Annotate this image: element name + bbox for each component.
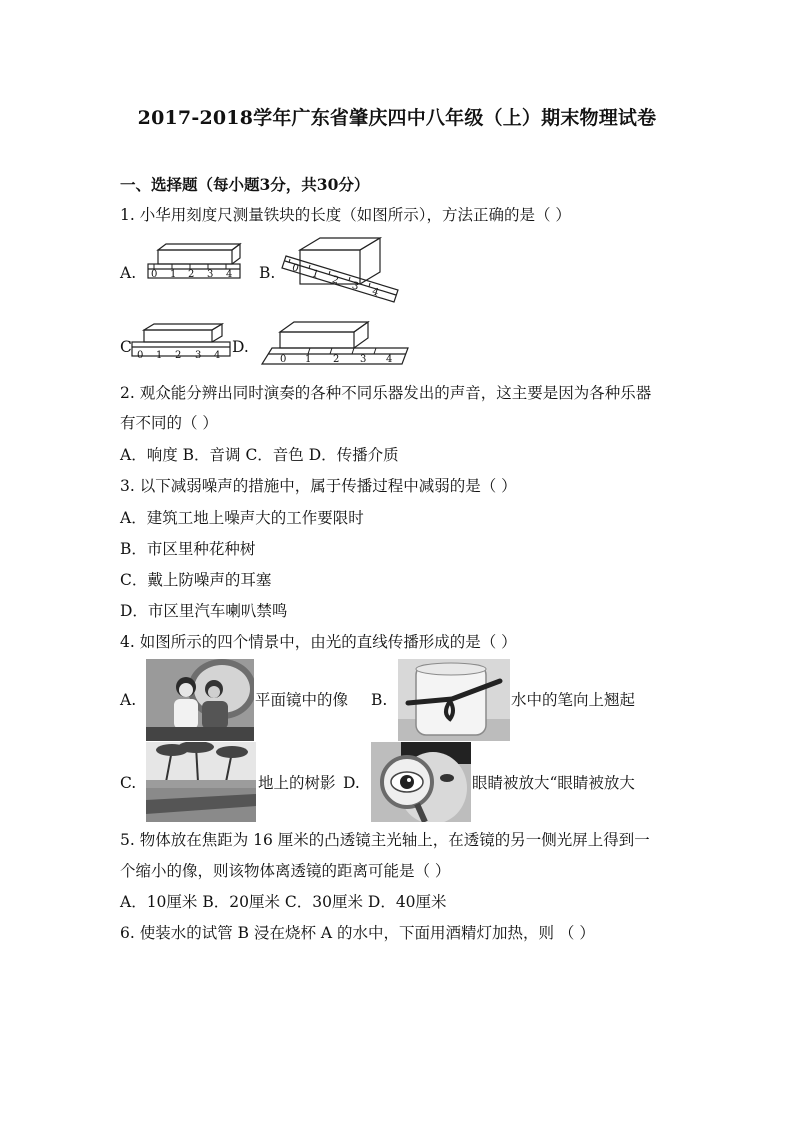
q1-a-tick-1: 1	[170, 269, 177, 280]
q1-label-c: C	[120, 338, 132, 356]
q4-photo-pencil-in-water	[398, 659, 510, 741]
q5-stem-line2: 个缩小的像，则该物体离透镜的距离可能是（ ）	[120, 862, 451, 880]
q1-a-tick-0: 0	[151, 269, 158, 280]
q1-a-tick-2: 2	[188, 269, 195, 280]
q2-options: A．响度 B．音调 C．音色 D．传播介质	[120, 446, 399, 464]
q1-a-tick-3: 3	[207, 269, 214, 280]
q4-caption-c: 地上的树影	[258, 774, 336, 792]
q1-c-tick-0: 0	[137, 350, 144, 361]
q6-stem: 6. 使装水的试管 B 浸在烧杯 A 的水中，下面用酒精灯加热，则 （ ）	[120, 924, 595, 942]
q3-option-b: B．市区里种花种树	[120, 540, 256, 558]
q1-c-tick-3: 3	[195, 350, 202, 361]
q2-stem-line1: 2. 观众能分辨出同时演奏的各种不同乐器发出的声音，这主要是因为各种乐器	[120, 384, 652, 402]
q3-option-c: C．戴上防噪声的耳塞	[120, 571, 272, 589]
section-heading: 一、选择题（每小题3分，共30分）	[120, 175, 370, 194]
q1-b-tick-0: 0	[290, 262, 300, 275]
q1-b-tick-4: 4	[370, 286, 380, 299]
q4-label-d: D.	[343, 774, 360, 792]
q5-stem-line1: 5. 物体放在焦距为 16 厘米的凸透镜主光轴上，在透镜的另一侧光屏上得到一	[120, 831, 650, 849]
q1-d-tick-4: 4	[386, 354, 393, 365]
q3-stem: 3. 以下减弱噪声的措施中，属于传播过程中减弱的是（ ）	[120, 477, 517, 495]
q1-b-tick-3: 3	[350, 280, 360, 293]
q4-label-c: C.	[120, 774, 137, 792]
q1-a-tick-4: 4	[226, 269, 233, 280]
q1-label-b: B.	[259, 264, 276, 282]
q1-c-tick-2: 2	[175, 350, 182, 361]
q4-label-a: A.	[120, 691, 137, 709]
q1-c-tick-4: 4	[214, 350, 221, 361]
q3-option-d: D．市区里汽车喇叭禁鸣	[120, 602, 288, 620]
q1-label-a: A.	[120, 264, 137, 282]
q3-option-a: A．建筑工地上噪声大的工作要限时	[120, 509, 364, 527]
q4-photo-magnifier	[371, 742, 471, 822]
q4-caption-d: 眼睛被放大“眼睛被放大	[472, 774, 635, 792]
q5-options: A．10厘米 B．20厘米 C．30厘米 D．40厘米	[120, 893, 447, 911]
q4-photo-mirror	[146, 659, 254, 741]
q1-d-tick-2: 2	[333, 354, 340, 365]
q4-caption-b: 水中的笔向上翘起	[511, 691, 636, 709]
q1-d-tick-1: 1	[305, 354, 312, 365]
q4-photo-tree-shadow	[146, 742, 256, 822]
page-title: 2017-2018学年广东省肇庆四中八年级（上）期末物理试卷	[137, 107, 657, 129]
q1-d-tick-3: 3	[360, 354, 367, 365]
q2-stem-line2: 有不同的（ ）	[120, 414, 218, 432]
q1-d-tick-0: 0	[280, 354, 287, 365]
q4-label-b: B.	[371, 691, 388, 709]
q1-b-tick-1: 1	[310, 268, 320, 281]
q1-stem: 1. 小华用刻度尺测量铁块的长度（如图所示），方法正确的是（ ）	[120, 206, 571, 224]
q1-label-d: D.	[232, 338, 249, 356]
q1-c-tick-1: 1	[156, 350, 163, 361]
q1-b-tick-2: 2	[330, 274, 340, 287]
q4-caption-a: 平面镜中的像	[255, 691, 349, 709]
q4-stem: 4. 如图所示的四个情景中，由光的直线传播形成的是（ ）	[120, 633, 517, 651]
